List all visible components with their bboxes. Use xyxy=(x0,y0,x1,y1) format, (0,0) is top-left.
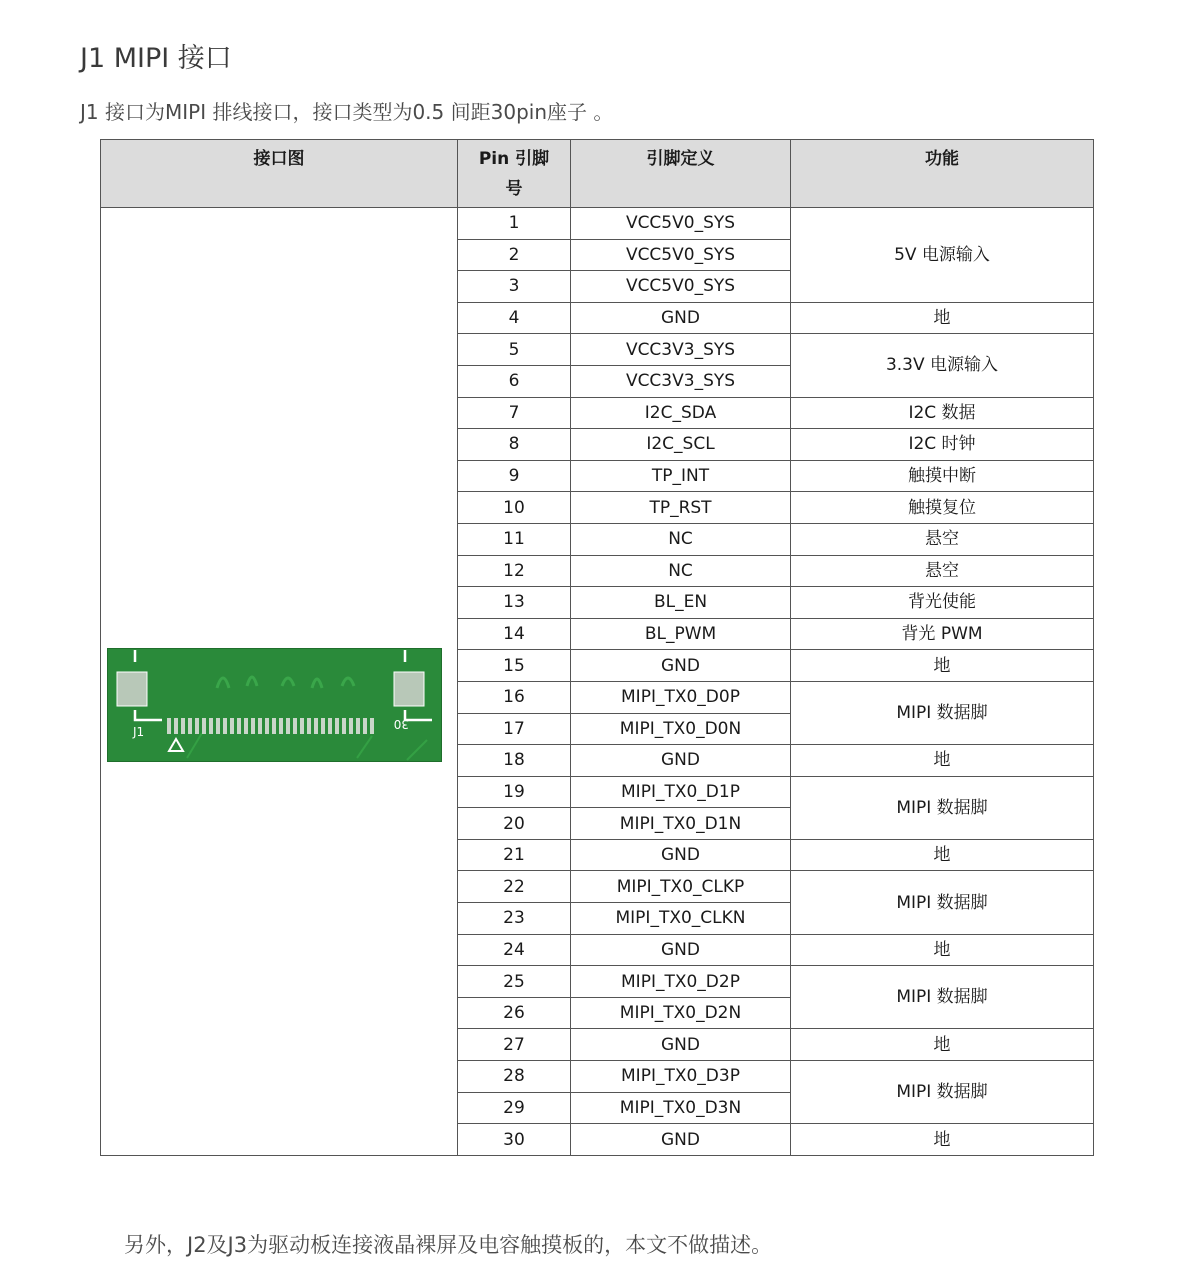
pin-function-cell: 3.3V 电源输入 xyxy=(791,334,1094,397)
pin-number-cell: 22 xyxy=(458,871,571,903)
pin-definition-cell: MIPI_TX0_CLKN xyxy=(571,903,791,935)
pin-definition-cell: BL_EN xyxy=(571,587,791,619)
connector-pad xyxy=(237,718,241,734)
connector-pad xyxy=(321,718,325,734)
header-pin xyxy=(458,140,571,208)
pin-definition-cell: MIPI_TX0_D1P xyxy=(571,776,791,808)
pin-number-cell: 25 xyxy=(458,966,571,998)
pin-definition-cell: VCC3V3_SYS xyxy=(571,365,791,397)
pin-number-cell: 29 xyxy=(458,1092,571,1124)
connector-pad xyxy=(209,718,213,734)
pin-number-cell: 26 xyxy=(458,997,571,1029)
pin-definition-cell: MIPI_TX0_CLKP xyxy=(571,871,791,903)
pin-function-cell: MIPI 数据脚 xyxy=(791,871,1094,934)
header-pin-line2: 号 xyxy=(505,179,523,199)
page-title: J1 MIPI 接口 xyxy=(80,43,232,75)
pin-function-cell: 地 xyxy=(791,839,1094,871)
pin-function-cell: 触摸复位 xyxy=(791,492,1094,524)
pin-definition-cell: MIPI_TX0_D1N xyxy=(571,808,791,840)
table-body xyxy=(101,208,1094,1156)
connector-pad xyxy=(251,718,255,734)
pcb-label-30: 30 xyxy=(393,717,409,732)
pin-definition-cell: VCC3V3_SYS xyxy=(571,334,791,366)
connector-pad xyxy=(293,718,297,734)
pin-definition-cell: I2C_SDA xyxy=(571,397,791,429)
connector-pad xyxy=(300,718,304,734)
pin-definition-cell: MIPI_TX0_D2P xyxy=(571,966,791,998)
pin-definition-cell: TP_INT xyxy=(571,460,791,492)
pin-definition-cell: I2C_SCL xyxy=(571,429,791,461)
pin-number-cell: 30 xyxy=(458,1124,571,1156)
pin-function-cell: 背光使能 xyxy=(791,587,1094,619)
pin-definition-cell: GND xyxy=(571,839,791,871)
pin-function-cell: 5V 电源输入 xyxy=(791,208,1094,303)
pin-definition-cell: NC xyxy=(571,523,791,555)
pin-function-cell: MIPI 数据脚 xyxy=(791,966,1094,1029)
connector-pad xyxy=(370,718,374,734)
pin-definition-cell: VCC5V0_SYS xyxy=(571,239,791,271)
pin-number-cell: 6 xyxy=(458,365,571,397)
connector-pad xyxy=(272,718,276,734)
pin-definition-cell: GND xyxy=(571,745,791,777)
pin-function-cell: 地 xyxy=(791,1124,1094,1156)
connector-pad xyxy=(202,718,206,734)
pin-function-cell: I2C 数据 xyxy=(791,397,1094,429)
pin-number-cell: 23 xyxy=(458,903,571,935)
pin-number-cell: 18 xyxy=(458,745,571,777)
header-image: 接口图 xyxy=(101,140,458,208)
pin-function-cell: 地 xyxy=(791,1029,1094,1061)
connector-pad xyxy=(167,718,171,734)
pin-definition-cell: BL_PWM xyxy=(571,618,791,650)
pin-number-cell: 4 xyxy=(458,302,571,334)
pin-number-cell: 20 xyxy=(458,808,571,840)
pin-function-cell: 地 xyxy=(791,934,1094,966)
pin-number-cell: 19 xyxy=(458,776,571,808)
pin-function-cell: 悬空 xyxy=(791,555,1094,587)
header-function: 功能 xyxy=(791,140,1094,208)
pin-definition-cell: MIPI_TX0_D2N xyxy=(571,997,791,1029)
connector-pad xyxy=(216,718,220,734)
intro-paragraph: J1 接口为MIPI 排线接口，接口类型为0.5 间距30pin座子 。 xyxy=(80,100,614,124)
header-pin-line1: Pin 引脚 xyxy=(478,149,550,169)
pin-function-cell: 地 xyxy=(791,302,1094,334)
pin-number-cell: 8 xyxy=(458,429,571,461)
pin-definition-cell: VCC5V0_SYS xyxy=(571,208,791,240)
pin-number-cell: 11 xyxy=(458,523,571,555)
connector-pad xyxy=(328,718,332,734)
connector-pad xyxy=(174,718,178,734)
pin-definition-cell: GND xyxy=(571,1029,791,1061)
pin-definition-cell: MIPI_TX0_D0N xyxy=(571,713,791,745)
pin-definition-cell: TP_RST xyxy=(571,492,791,524)
connector-pad xyxy=(244,718,248,734)
connector-pad xyxy=(195,718,199,734)
pin-function-cell: 地 xyxy=(791,745,1094,777)
pin-number-cell: 27 xyxy=(458,1029,571,1061)
pin-number-cell: 13 xyxy=(458,587,571,619)
pin-number-cell: 9 xyxy=(458,460,571,492)
header-definition: 引脚定义 xyxy=(571,140,791,208)
pin-number-cell: 2 xyxy=(458,239,571,271)
pin-number-cell: 10 xyxy=(458,492,571,524)
footer-note: 另外，J2及J3为驱动板连接液晶裸屏及电容触摸板的，本文不做描述。 xyxy=(124,1233,773,1257)
connector-pad xyxy=(363,718,367,734)
pin-number-cell: 21 xyxy=(458,839,571,871)
connector-pad xyxy=(265,718,269,734)
pin-number-cell: 15 xyxy=(458,650,571,682)
pin-function-cell: 地 xyxy=(791,650,1094,682)
pin-definition-cell: MIPI_TX0_D3N xyxy=(571,1092,791,1124)
pin-number-cell: 17 xyxy=(458,713,571,745)
connector-pad xyxy=(356,718,360,734)
pin-function-cell: I2C 时钟 xyxy=(791,429,1094,461)
pcb-label-j1: J1 xyxy=(132,725,144,740)
pin-number-cell: 28 xyxy=(458,1061,571,1093)
pin-definition-cell: MIPI_TX0_D0P xyxy=(571,681,791,713)
pin-number-cell: 7 xyxy=(458,397,571,429)
connector-pad xyxy=(181,718,185,734)
pin-number-cell: 24 xyxy=(458,934,571,966)
pin-number-cell: 5 xyxy=(458,334,571,366)
interface-image-cell xyxy=(101,208,458,1156)
connector-pad xyxy=(279,718,283,734)
pin-definition-table xyxy=(100,139,1094,1156)
pin-number-cell: 12 xyxy=(458,555,571,587)
connector-pad xyxy=(223,718,227,734)
pin-definition-cell: GND xyxy=(571,650,791,682)
pin-number-cell: 1 xyxy=(458,208,571,240)
pin-function-cell: 触摸中断 xyxy=(791,460,1094,492)
pin-definition-cell: GND xyxy=(571,934,791,966)
pin-function-cell: MIPI 数据脚 xyxy=(791,681,1094,744)
pin-function-cell: 背光 PWM xyxy=(791,618,1094,650)
connector-pad xyxy=(258,718,262,734)
connector-pad xyxy=(342,718,346,734)
pin-function-cell: 悬空 xyxy=(791,523,1094,555)
pin-function-cell: MIPI 数据脚 xyxy=(791,1061,1094,1124)
pin-definition-cell: NC xyxy=(571,555,791,587)
pin-definition-cell: GND xyxy=(571,302,791,334)
pin-number-cell: 3 xyxy=(458,271,571,303)
pin-definition-cell: GND xyxy=(571,1124,791,1156)
connector-pad xyxy=(349,718,353,734)
connector-pad xyxy=(335,718,339,734)
pin-number-cell: 14 xyxy=(458,618,571,650)
pin-definition-cell: VCC5V0_SYS xyxy=(571,271,791,303)
table-header-row xyxy=(101,140,1094,208)
pin-number-cell: 16 xyxy=(458,681,571,713)
table-row xyxy=(101,208,1094,240)
connector-pad xyxy=(230,718,234,734)
connector-pad xyxy=(188,718,192,734)
connector-pad xyxy=(307,718,311,734)
connector-pad xyxy=(314,718,318,734)
pin-function-cell: MIPI 数据脚 xyxy=(791,776,1094,839)
connector-pad xyxy=(286,718,290,734)
pin-definition-cell: MIPI_TX0_D3P xyxy=(571,1061,791,1093)
connector-pcb-image xyxy=(107,648,442,762)
